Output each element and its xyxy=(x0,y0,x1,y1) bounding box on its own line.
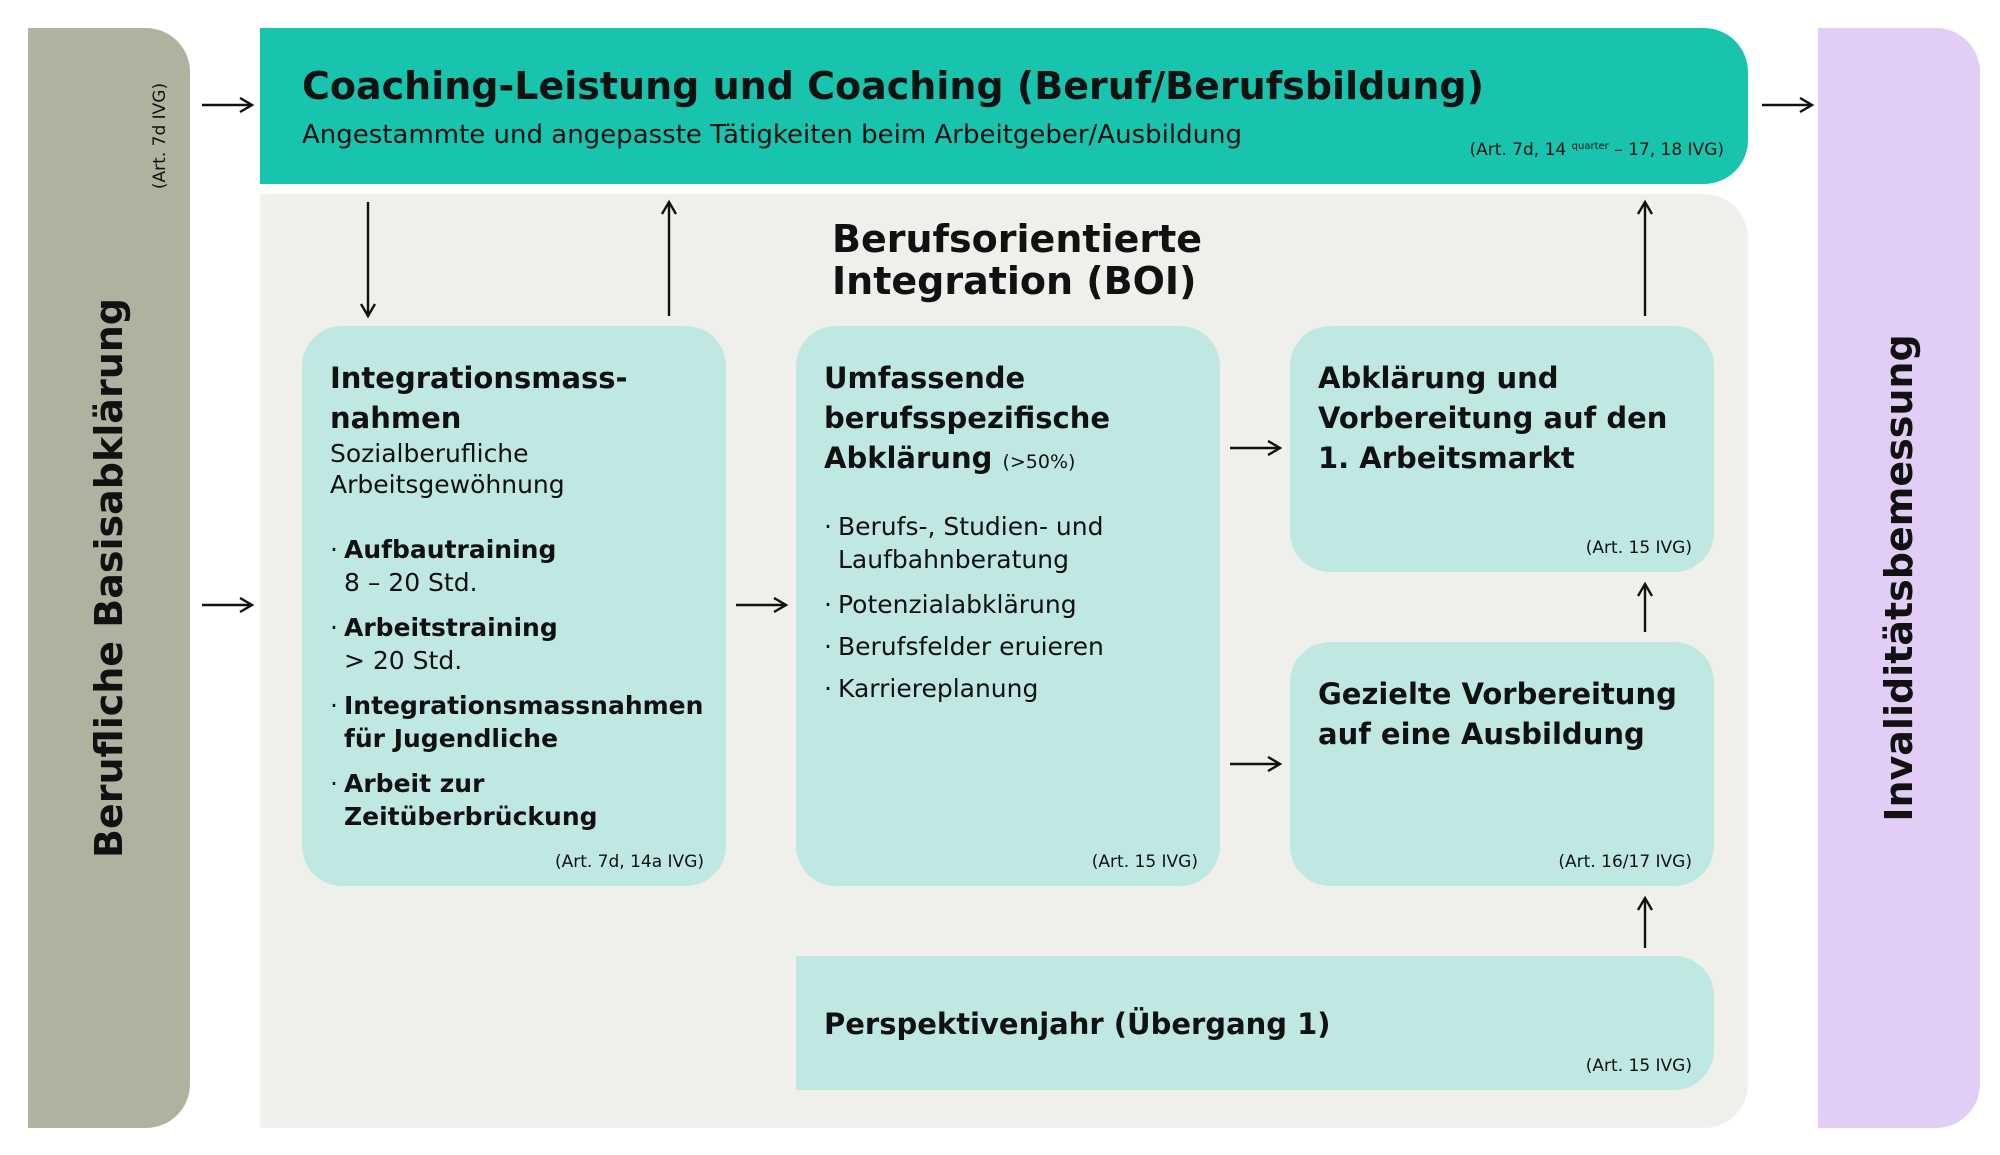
integrationsmassnahmen-title: Integrationsmass- nahmen Sozialberufliche Arbeitsgewöhnung xyxy=(330,361,628,499)
list-item: · Berufsfelder eruieren xyxy=(824,632,1104,661)
abklaerung-ref: (Art. 15 IVG) xyxy=(1091,852,1198,872)
invaliditaet-title: Invaliditätsbemessung xyxy=(1877,334,1921,822)
coaching-subtitle: Angestammte und angepasste Tätigkeiten beim Arbeitgeber/Ausbildung xyxy=(302,120,1243,150)
integrationsmassnahmen-ref: (Art. 7d, 14a IVG) xyxy=(554,852,704,872)
list-item: · Aufbautraining 8 – 20 Std. xyxy=(330,535,557,597)
list-item: · Berufs-, Studien- und Laufbahnberatung xyxy=(824,512,1104,574)
list-item: · Arbeit zur Zeitüberbrückung xyxy=(330,769,598,831)
coaching-title: Coaching-Leistung und Coaching (Beruf/Berufsbildung) xyxy=(302,64,1484,108)
arbeitsmarkt-title: Abklärung und Vorbereitung auf den 1. Arbeitsmarkt xyxy=(1318,361,1668,475)
list-item: · Integrationsmassnahmen für Jugendliche xyxy=(330,691,704,753)
abklaerung-title: Umfassende berufsspezifische Abklärung (>50%) xyxy=(824,361,1111,475)
list-item: · Arbeitstraining > 20 Std. xyxy=(330,613,558,675)
list-item: · Karriereplanung xyxy=(824,674,1039,703)
basisabklaerung-ref: (Art. 7d IVG) xyxy=(150,82,170,190)
perspektivenjahr-ref: (Art. 15 IVG) xyxy=(1585,1056,1692,1076)
list-item: · Potenzialabklärung xyxy=(824,590,1077,619)
perspektivenjahr-title: Perspektivenjahr (Übergang 1) xyxy=(824,1007,1331,1041)
coaching-ref: (Art. 7d, 14 $^{quarter}$ – 17, 18 IVG) xyxy=(1469,140,1724,160)
basisabklaerung-title: Berufliche Basisabklärung xyxy=(87,298,131,858)
ausbildung-ref: (Art. 16/17 IVG) xyxy=(1558,852,1692,872)
ausbildung-title: Gezielte Vorbereitung auf eine Ausbildung xyxy=(1318,677,1677,751)
arbeitsmarkt-ref: (Art. 15 IVG) xyxy=(1585,538,1692,558)
boi-title: Berufsorientierte Integration (BOI) xyxy=(832,217,1203,303)
